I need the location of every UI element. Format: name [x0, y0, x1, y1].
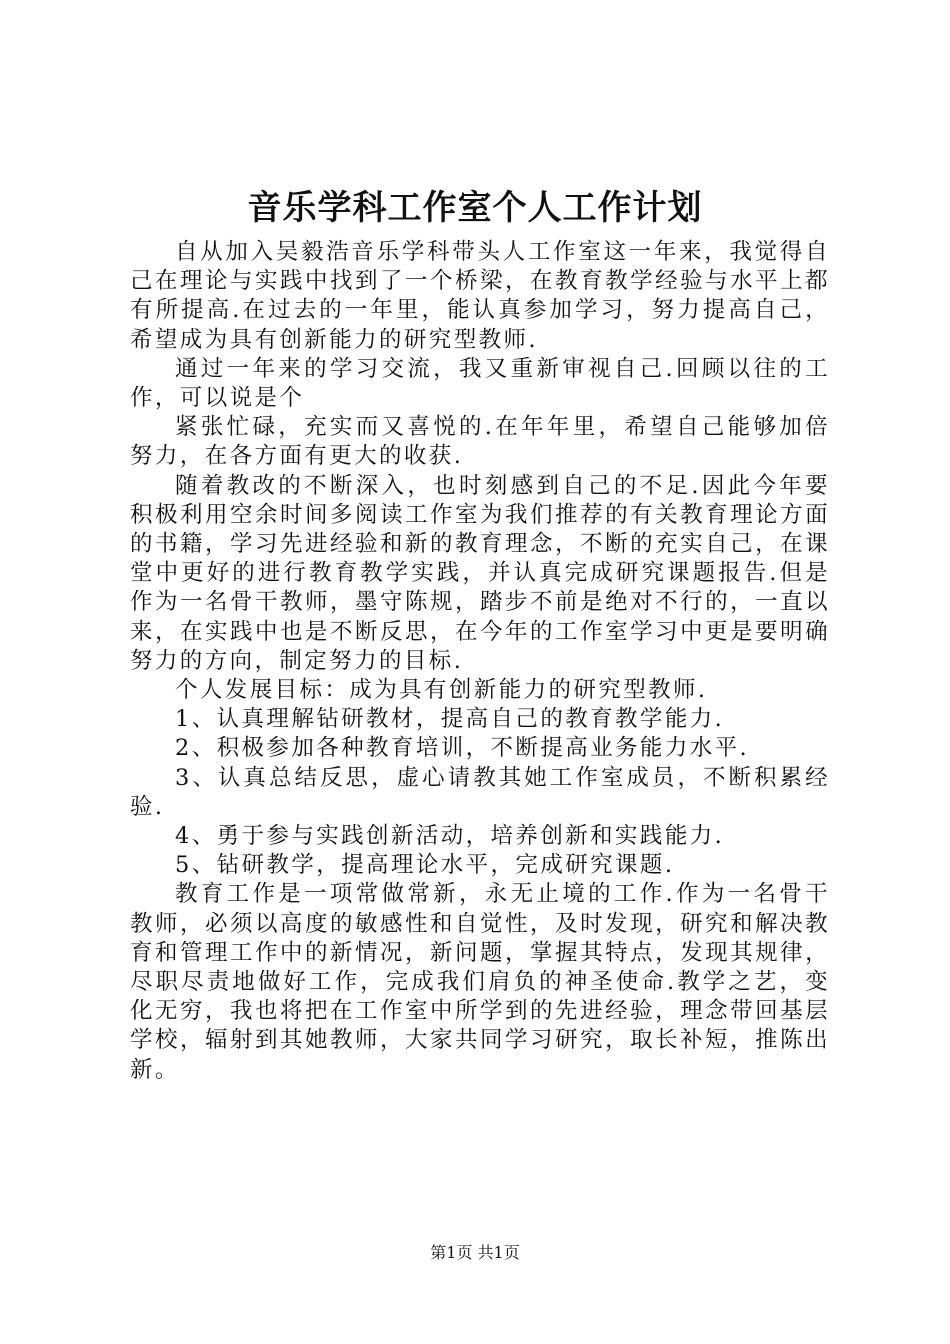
list-item-3: 3、认真总结反思，虚心请教其她工作室成员，不断积累经验.	[130, 764, 830, 820]
document-title: 音乐学科工作室个人工作计划	[247, 188, 703, 228]
list-item-2: 2、积极参加各种教育培训，不断提高业务能力水平.	[175, 735, 750, 762]
list-item-4: 4、勇于参与实践创新活动，培养创新和实践能力.	[175, 823, 725, 850]
paragraph-conclusion: 教育工作是一项常做常新，永无止境的工作.作为一名骨干教师，必须以高度的敏感性和自觉性，及时发现，研究和解决教育和管理工作中的新情况，新问题，掌握其特点，发现其规律，尽职尽责地做好工作，完成我们肩负的神圣使命.教学之艺，变化无穷，我也将把在工作室中所学到的先进经验，理念带回基层学校，辐射到其她教师，大家共同学习研究，取长补短，推陈出新。	[130, 881, 830, 1083]
page-number: 第1页 共1页	[430, 1243, 520, 1262]
list-item-1: 1、认真理解钻研教材，提高自己的教育教学能力.	[175, 706, 725, 733]
list-item-5: 5、钻研教学，提高理论水平，完成研究课题.	[175, 852, 675, 879]
paragraph-goal: 个人发展目标：成为具有创新能力的研究型教师.	[175, 677, 708, 704]
paragraph-reform: 随着教改的不断深入，也时刻感到自己的不足.因此今年要积极利用空余时间多阅读工作室为我们推荐的有关教育理论方面的书籍，学习先进经验和新的教育理念，不断的充实自己，在课堂中更好的进行教育教学实践，并认真完成研究课题报告.但是作为一名骨干教师，墨守陈规，踏步不前是绝对不行的，一直以来，在实践中也是不断反思，在今年的工作室学习中更是要明确努力的方向，制定努力的目标.	[130, 472, 830, 674]
paragraph-intro: 自从加入吴毅浩音乐学科带头人工作室这一年来，我觉得自己在理论与实践中找到了一个桥梁，在教育教学经验与水平上都有所提高.在过去的一年里，能认真参加学习，努力提高自己，希望成为具有创新能力的研究型教师.	[130, 239, 830, 353]
paragraph-busy-year: 紧张忙碌，充实而又喜悦的.在年年里，希望自己能够加倍努力，在各方面有更大的收获.	[130, 414, 830, 470]
paragraph-review: 通过一年来的学习交流，我又重新审视自己.回顾以往的工作，可以说是个	[130, 355, 830, 412]
document-body	[130, 238, 830, 1085]
